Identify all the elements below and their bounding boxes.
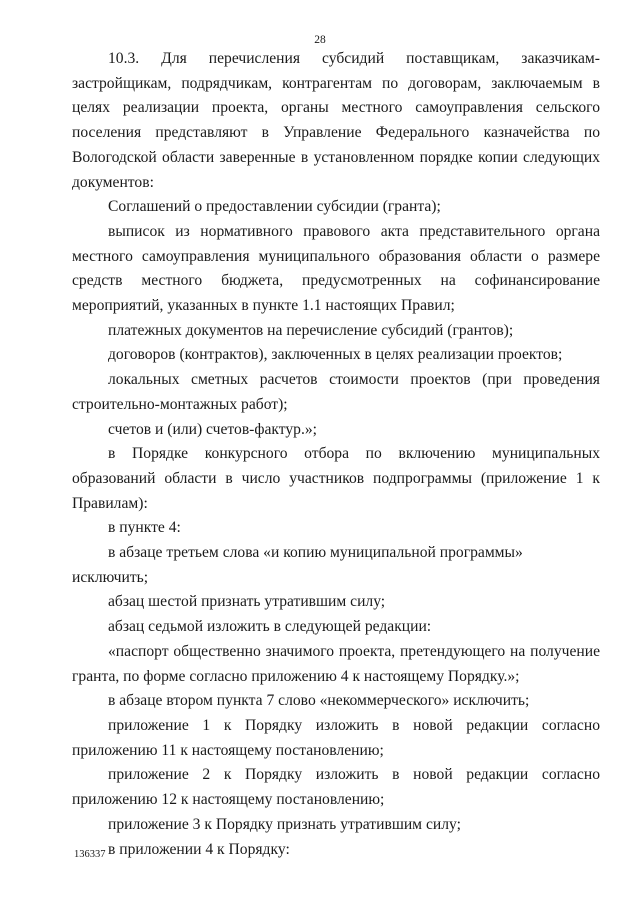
paragraph-third-abzac: в абзаце третьем слова «и копию муниципальной программы» исключить;	[72, 544, 523, 586]
list-item-extracts: выписок из нормативного правового акта представительного органа местного самоуправления муниципального образования области о размере средств местного бюджета, предусмотренных на софинансирование мероприятий, указанных в пункте 1.1 настоящих Правил;	[72, 222, 600, 315]
paragraph-10-3: 10.3. Для перечисления субсидий поставщикам, заказчикам-застройщикам, подрядчикам, контрагентам по договорам, заключаемым в целях реализации проекта, органы местного самоуправления сельского поселения представляют в Управление Федерального казначейства по Вологодской области заверенные в установленном порядке копии следующих документов:	[72, 50, 600, 191]
paragraph-appendix-1: приложение 1 к Порядку изложить в новой редакции согласно приложению 11 к настоящему постановлению;	[72, 716, 600, 759]
paragraph-item-4: в пункте 4:	[108, 519, 181, 537]
list-item-estimates: локальных сметных расчетов стоимости проектов (при проведения строительно-монтажных работ);	[72, 371, 600, 413]
paragraph-sixth-abzac: абзац шестой признать утратившим силу;	[108, 593, 386, 611]
paragraph-appendix-2: приложение 2 к Порядку изложить в новой редакции согласно приложению 12 к настоящему постановлению;	[72, 766, 600, 809]
paragraph-project-passport: «паспорт общественно значимого проекта, претендующего на получение гранта, по форме согласно приложению 4 к настоящему Порядку.»;	[72, 642, 600, 685]
paragraph-competition-procedure: в Порядке конкурсного отбора по включению муниципальных образований области в число участников подпрограммы (приложение 1 к Правилам):	[72, 445, 600, 512]
paragraph-seventh-abzac: абзац седьмой изложить в следующей редакции:	[108, 618, 432, 636]
paragraph-item-7: в абзаце втором пункта 7 слово «некоммерческого» исключить;	[108, 692, 530, 710]
list-item-contracts: договоров (контрактов), заключенных в целях реализации проектов;	[108, 346, 563, 364]
document-body	[72, 47, 600, 862]
list-item-invoices: счетов и (или) счетов-фактур.»;	[108, 420, 317, 438]
list-item-payment-documents: платежных документов на перечисление субсидий (грантов);	[108, 321, 514, 339]
page-number: 28	[314, 34, 326, 46]
document-id: 136337	[74, 849, 106, 860]
list-item-agreements: Соглашений о предоставлении субсидии (гранта);	[108, 198, 441, 216]
paragraph-appendix-4: в приложении 4 к Порядку:	[108, 840, 290, 858]
paragraph-appendix-3: приложение 3 к Порядку признать утратившим силу;	[108, 815, 461, 833]
